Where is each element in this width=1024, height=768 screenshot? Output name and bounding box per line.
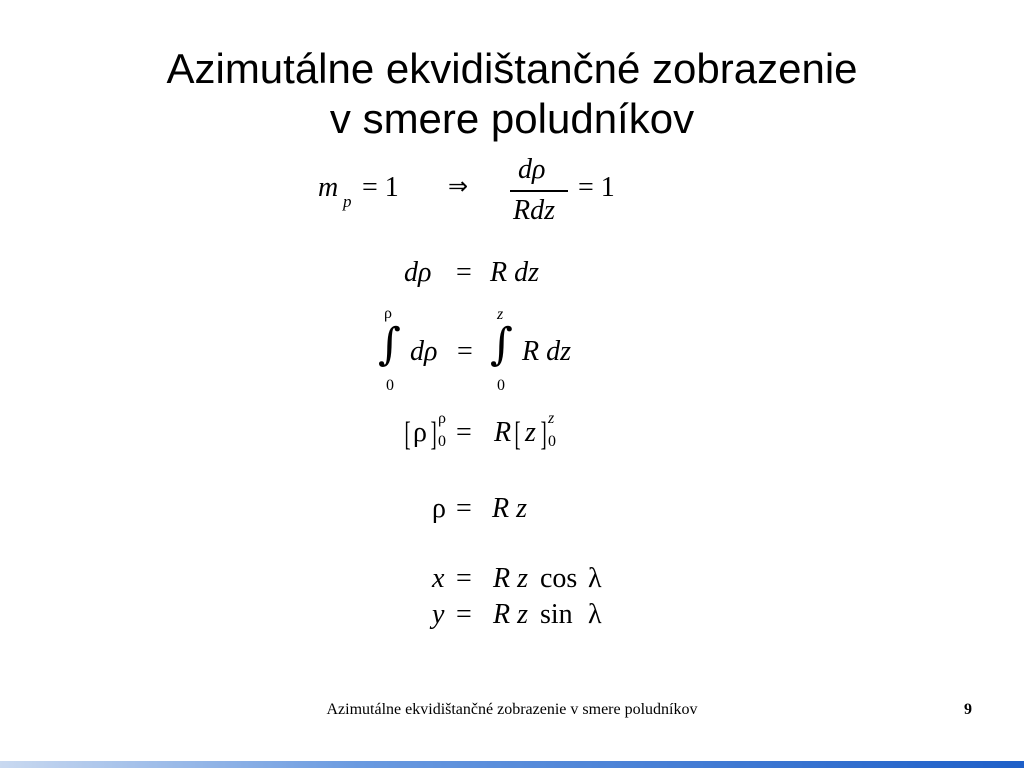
- eq7-rz: R z: [493, 599, 528, 630]
- eq3-upper-limit-left: ρ: [384, 305, 392, 322]
- implies-arrow: ⇒: [448, 174, 469, 200]
- bracket-open-left: [: [404, 416, 411, 453]
- eq3-integrand-right: R dz: [522, 336, 571, 367]
- eq5-rhs: R z: [492, 493, 527, 524]
- eq3-upper-limit-right: z: [497, 306, 504, 323]
- page-number: 9: [964, 701, 972, 718]
- eq1-numerator: dρ: [518, 154, 546, 185]
- bracket-close-right: ]: [540, 416, 547, 453]
- eq1-subscript-p: p: [343, 192, 352, 211]
- slide-title-line-2: v smere poludníkov: [329, 95, 695, 142]
- eq1-denominator: Rdz: [513, 195, 555, 226]
- eq1-m: m: [318, 172, 339, 203]
- slide-title: [0, 44, 1024, 144]
- bracket-close-left: ]: [430, 416, 437, 453]
- bracket-open-right: [: [514, 416, 521, 453]
- eq1-rhs: = 1: [578, 172, 615, 203]
- eq4-sub-right: 0: [548, 433, 556, 450]
- eq5-equals: =: [456, 493, 472, 524]
- eq7-lambda: λ: [588, 599, 602, 630]
- eq7-lhs: y: [432, 599, 445, 630]
- eq6-lambda: λ: [588, 563, 602, 594]
- eq7-sin: sin: [540, 599, 573, 630]
- eq2-equals: =: [456, 257, 472, 288]
- eq4-sub-left: 0: [438, 433, 446, 450]
- eq2-rhs: R dz: [490, 257, 539, 288]
- eq4-sup-right: z: [548, 410, 555, 427]
- eq4-sup-left: ρ: [438, 410, 446, 427]
- integral-sign-left: ∫: [378, 319, 401, 370]
- eq4-rho: ρ: [413, 417, 427, 448]
- eq3-integrand-left: dρ: [410, 336, 438, 367]
- eq5-lhs: ρ: [432, 493, 446, 524]
- slide-title-line-1: Azimutálne ekvidištančné zobrazenie: [166, 45, 858, 92]
- eq3-lower-limit-left: 0: [386, 377, 394, 394]
- eq7-equals: =: [456, 599, 472, 630]
- eq6-lhs: x: [432, 563, 445, 594]
- eq1-equals-one: = 1: [362, 172, 399, 203]
- fraction-bar: [510, 190, 568, 192]
- eq3-lower-limit-right: 0: [497, 377, 505, 394]
- footer-text: Azimutálne ekvidištančné zobrazenie v smere poludníkov: [326, 701, 698, 718]
- eq6-rz: R z: [493, 563, 528, 594]
- eq3-equals: =: [457, 336, 473, 367]
- eq4-R: R: [494, 417, 512, 448]
- eq6-equals: =: [456, 563, 472, 594]
- eq4-equals: =: [456, 417, 472, 448]
- eq6-cos: cos: [540, 563, 578, 594]
- eq2-lhs: dρ: [404, 257, 432, 288]
- eq4-z: z: [525, 417, 536, 448]
- bottom-accent-bar: [0, 761, 1024, 768]
- integral-sign-right: ∫: [490, 319, 513, 370]
